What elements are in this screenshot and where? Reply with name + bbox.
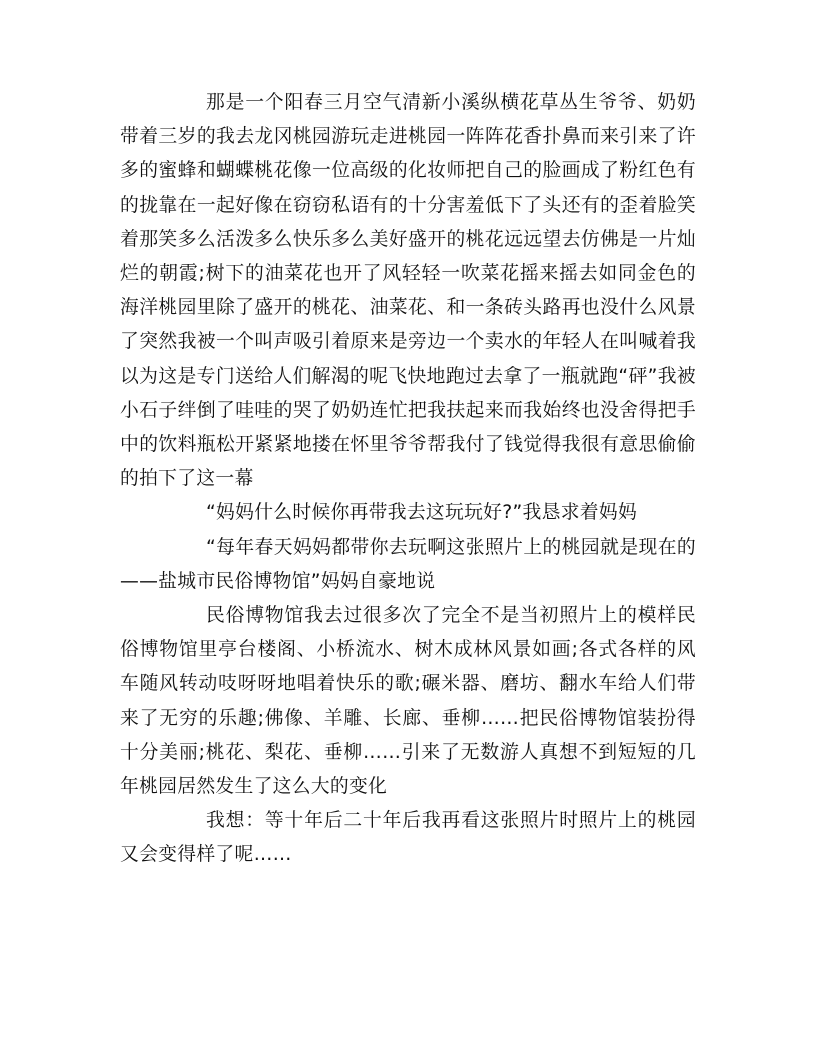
paragraph-answer: “每年春天妈妈都带你去玩啊这张照片上的桃园就是现在的——盐城市民俗博物馆”妈妈自豪地说: [120, 536, 696, 592]
paragraph-question: “妈妈什么时候你再带我去这玩玩好?”我恳求着妈妈: [206, 502, 638, 524]
document-page: [120, 86, 696, 873]
paragraph-story: 那是一个阳春三月空气清新小溪纵横花草丛生爷爷、奶奶带着三岁的我去龙冈桃园游玩走进桃园一阵阵花香扑鼻而来引来了许多的蜜蜂和蝴蝶桃花像一位高级的化妆师把自己的脸画成了粉红色有的拢靠在一起好像在窃窃私语有的十分害羞低下了头还有的歪着脸笑着那笑多么活泼多么快乐多么美好盛开的桃花远远望去仿佛是一片灿烂的朝霞;树下的油菜花也开了风轻轻一吹菜花摇来摇去如同金色的海洋桃园里除了盛开的桃花、油菜花、和一条砖头路再也没什么风景了突然我被一个叫声吸引着原来是旁边一个卖水的年轻人在叫喊着我以为这是专门送给人们解渴的呢飞快地跑过去拿了一瓶就跑“砰”我被小石子绊倒了哇哇的哭了奶奶连忙把我扶起来而我始终也没舍得把手中的饮料瓶松开紧紧地搂在怀里爷爷帮我付了钱觉得我很有意思偷偷的拍下了这一幕: [120, 92, 696, 490]
paragraph-ending: 我想：等十年后二十年后我再看这张照片时照片上的桃园又会变得样了呢……: [120, 810, 696, 866]
paragraph-museum: 民俗博物馆我去过很多次了完全不是当初照片上的模样民俗博物馆里亭台楼阁、小桥流水、树木成林风景如画;各式各样的风车随风转动吱呀呀地唱着快乐的歌;碾米器、磨坊、翻水车给人们带来了无穷的乐趣;佛像、羊雕、长廊、垂柳……把民俗博物馆装扮得十分美丽;桃花、梨花、垂柳……引来了无数游人真想不到短短的几年桃园居然发生了这么大的变化: [120, 605, 696, 798]
